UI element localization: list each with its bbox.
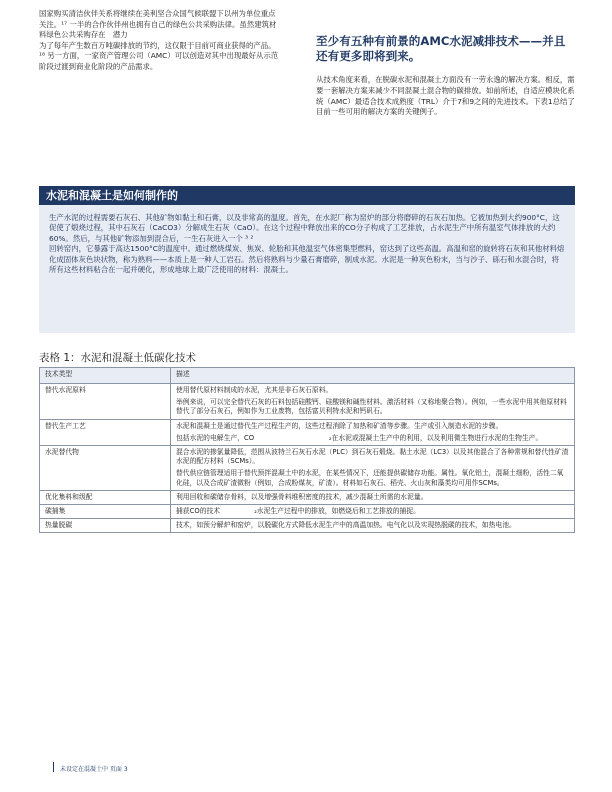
- description-line: 捕获CO的技术 ₂水泥生产过程中的排放，如燃烧后和工艺排放的捕捉。: [176, 507, 420, 516]
- row-type: 热量脱碳: [40, 519, 171, 533]
- description-line: 替代供应链管理适用于替代预拌混凝土中的水泥，在某些情况下，还能提供碳储存功能。属性。氧化铝土，混凝土细粉，活性二氧化硅，以及合成矿渣微粉（例如，合成粉煤灰，矿渣）。材料如石灰石、稻壳、火山灰和藻类均可用作SCMs。: [176, 469, 564, 487]
- intro-paragraph-1: 国家购买清洁伙伴关系将继续在美利坚合众国气候联盟下以州为单位重点关注。¹⁷ 一半的合作伙伴州也拥有自己的绿色公共采购法律。虽然建筑材料绿色公共采购存在 潜力: [39, 9, 277, 40]
- right-column-body: 从技术角度来看，在脱碳水泥和混凝土方面没有一劳永逸的解决方案。相反，需要一套解决方案来减少不同混凝土混合物的碳排放。如前所述，自适应模块化系统（AMC）最适合技术成熟度（TRL）介于7和9之间的先进技术。下表1总结了目前一些可用的解决方案的关键例子。: [316, 75, 575, 117]
- section-paragraph-1: 生产水泥的过程需要石灰石、其他矿物如黏土和石膏，以及非常高的温度。首先，在水泥厂称为窑炉的部分将磨碎的石灰石加热。它被加热到大约900°C，这促使了煅烧过程，其中石灰石（CaCO3）分解成生石灰（CaO）。在这个过程中释放出来的CO分子构成了工艺排放，占水泥生产中所有温室气体排放的大约60%。然后，与其他矿物添加到混合后，一生石灰进入一个 ³ ²: [49, 213, 560, 243]
- table-row: [40, 490, 575, 504]
- table-row: [40, 446, 575, 491]
- intro-paragraph-2: 为了每年产生数百万吨碳排放的节约，这仅限于目前可商业获得的产品。¹⁸ 另一方面，一家资产管理公司（AMC）可以创造对其中出现最好从示范阶段过渡到商业化阶段的产品需求。: [39, 40, 279, 71]
- description-line: 技术，如预分解炉和窑炉，以脱碳化方式降低水泥生产中的高温加热。电气化以及实现热脱碳的技术，如热电池。: [176, 521, 516, 530]
- row-description: [171, 446, 575, 491]
- table-row: [40, 519, 575, 533]
- description-line: 利用回收和碳储存骨料，以及增强骨料堆积密度的技术，减少混凝土所需的水泥量。: [176, 492, 428, 501]
- row-description: [171, 505, 575, 519]
- intro-left-column: [39, 9, 279, 73]
- table-header-row: [40, 368, 575, 384]
- table-title: 表格 1：水泥和混凝土低碳化技术: [39, 352, 197, 364]
- description-line: 混合水泥的掺氯量降低，范围从波特兰石灰石水泥（PLC）到石灰石煅烧。黏土水泥（LC3）以及其他混合了各种常规和替代性矿渣水泥的配方材料（SCMs）。: [176, 448, 569, 466]
- table-row: [40, 419, 575, 445]
- row-description: [171, 519, 575, 533]
- row-type: 优化集料和级配: [40, 490, 171, 504]
- description-line: 使用替代原材料制成的水泥，尤其是非石灰石原料。: [176, 386, 333, 394]
- header-type: 技术类型: [40, 368, 171, 384]
- row-description: [171, 490, 575, 504]
- row-description: [171, 384, 575, 420]
- description-line: 水泥和混凝土是通过替代生产过程生产的，这些过程消除了加热和矿渣等步骤。生产或引入制造水泥的步骤。: [176, 421, 503, 430]
- section-paragraph-2: 回转窑内，它暴露于高达1500°C的温度中。通过燃烧煤炭、焦炭、轮胎和其他温室气体密集型燃料，窑达到了这些高温。高温和窑的旋转将石灰和其他材料熔化成固体灰色块状物，称为熟料——本质上是一种人工岩石。然后将熟料与少量石膏磨碎，制成水泥。水泥是一种灰色粉末，当与沙子、砾石和水混合时，将所有这些材料粘合在一起并硬化，形成地球上最广泛使用的材料：混凝土。: [49, 244, 565, 275]
- table-row: [40, 505, 575, 519]
- row-type: 替代水泥原料: [40, 384, 171, 420]
- technology-table: [39, 367, 575, 533]
- row-type: 替代生产工艺: [40, 419, 171, 445]
- right-column-title: 至少有五种有前景的AMC水泥减排技术——并且还有更多即将到来。: [316, 34, 566, 63]
- page-footer: 未设定在混凝土中 页面 3: [60, 766, 128, 773]
- description-line: 包括水泥的电解生产，CO ₂在水泥或混凝土生产中的利用，以及利用微生物进行水泥的生物生产。: [176, 433, 543, 442]
- footer-divider: [53, 762, 54, 772]
- table-row: [40, 384, 575, 420]
- row-type: 水泥替代物: [40, 446, 171, 491]
- row-type: 碳捕集: [40, 505, 171, 519]
- section-heading: 水泥和混凝土是如何制作的: [39, 186, 575, 205]
- description-line: 举例来说，可以完全替代石灰的石料包括硅酸钙、硅酸镁和碱性材料。激活材料（又称地聚合物）。例如，一些水泥中用其他原材料替代了部分石灰石，例如作为工业废物，包括富贝利特水泥和钙矾石。: [176, 398, 567, 416]
- header-description: 描述: [171, 368, 575, 384]
- row-description: [171, 419, 575, 445]
- section-panel: [39, 205, 575, 333]
